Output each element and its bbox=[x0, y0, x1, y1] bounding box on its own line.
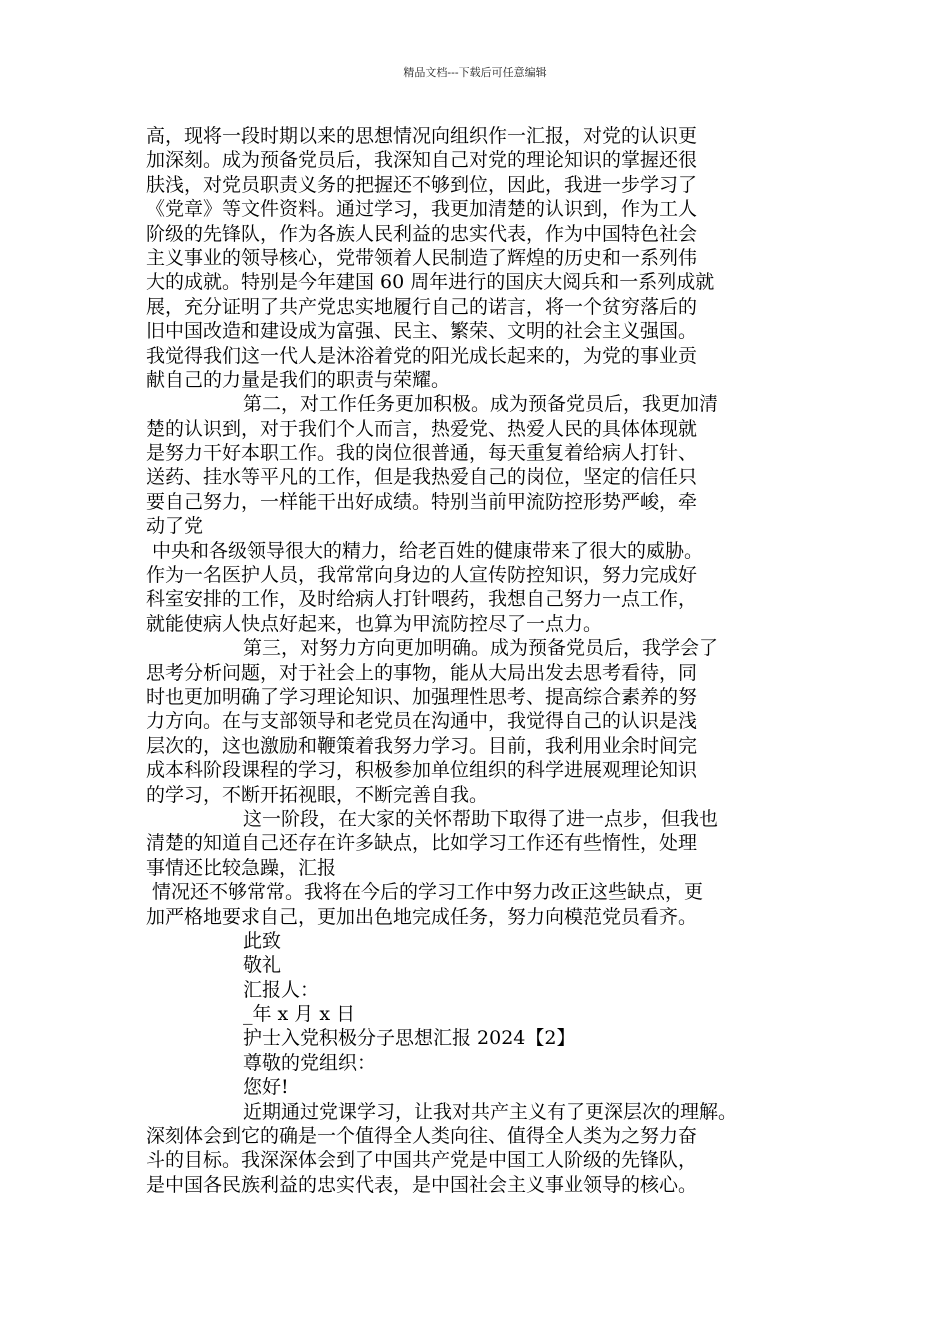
text-line: 《党章》等文件资料。通过学习，我更加清楚的认识到，作为工人 bbox=[146, 198, 698, 221]
text-line: 高，现将一段时期以来的思想情况向组织作一汇报，对党的认识更 bbox=[146, 125, 698, 147]
text-line: 中央和各级领导很大的精力，给老百姓的健康带来了很大的威胁。 bbox=[152, 539, 704, 562]
reporter-label: 汇报人： bbox=[243, 978, 320, 1001]
text-line: 送药、挂水等平凡的工作，但是我热爱自己的岗位，坚定的信任只 bbox=[146, 466, 698, 489]
text-line: 肤浅，对党员职责义务的把握还不够到位，因此，我进一步学习了 bbox=[146, 173, 698, 196]
page-header: 精品文档---下载后可任意编辑 bbox=[403, 66, 547, 79]
text-line: 楚的认识到，对于我们个人而言，热爱党、热爱人民的具体体现就 bbox=[146, 417, 698, 440]
text-line: 加深刻。成为预备党员后，我深知自己对党的理论知识的掌握还很 bbox=[146, 149, 698, 172]
text-line: 要自己努力，一样能干出好成绩。特别当前甲流防控形势严峻，牵 bbox=[146, 490, 698, 513]
text-line: 我觉得我们这一代人是沐浴着党的阳光成长起来的，为党的事业贡 bbox=[146, 344, 698, 367]
paragraph-start-line: 第二，对工作任务更加积极。成为预备党员后，我更加清 bbox=[243, 393, 719, 416]
paragraph-start-line: 第三，对努力方向更加明确。成为预备党员后，我学会了 bbox=[243, 637, 719, 660]
text-line: 时也更加明确了学习理论知识、加强理性思考、提高综合素养的努 bbox=[146, 685, 698, 708]
text-line: 事情还比较急躁，汇报 bbox=[146, 856, 337, 879]
greeting-line: 您好! bbox=[243, 1076, 289, 1099]
salutation-line: 敬礼 bbox=[243, 954, 282, 977]
text-line: 旧中国改造和建设成为富强、民主、繁荣、文明的社会主义强国。 bbox=[146, 320, 698, 343]
text-line: 成本科阶段课程的学习，积极参加单位组织的科学进展观理论知识 bbox=[146, 759, 698, 782]
text-line: 力方向。在与支部领导和老党员在沟通中，我觉得自己的认识是浅 bbox=[146, 710, 698, 733]
text-line: 深刻体会到它的确是一个值得全人类向往、值得全人类为之努力奋 bbox=[146, 1125, 698, 1148]
text-line: 献自己的力量是我们的职责与荣耀。 bbox=[146, 368, 451, 391]
text-line: 是中国各民族利益的忠实代表，是中国社会主义事业领导的核心。 bbox=[146, 1173, 698, 1196]
text-line: 斗的目标。我深深体会到了中国共产党是中国工人阶级的先锋队， bbox=[146, 1149, 698, 1172]
text-line: 展，充分证明了共产党忠实地履行自己的诺言，将一个贫穷落后的 bbox=[146, 295, 698, 318]
paragraph-start-line: 近期通过党课学习，让我对共产主义有了更深层次的理解。 bbox=[243, 1100, 738, 1123]
text-line: 层次的，这也激励和鞭策着我努力学习。目前，我利用业余时间完 bbox=[146, 734, 698, 757]
text-line: 大的成就。特别是今年建国 60 周年进行的国庆大阅兵和一系列成就 bbox=[146, 271, 715, 294]
text-line: 是努力干好本职工作。我的岗位很普通，每天重复着给病人打针、 bbox=[146, 442, 698, 465]
text-line: 的学习，不断开拓视眼，不断完善自我。 bbox=[146, 783, 489, 806]
closing-line: 此致 bbox=[243, 929, 282, 952]
paragraph-start-line: 这一阶段，在大家的关怀帮助下取得了进一点步，但我也 bbox=[243, 807, 719, 830]
text-line: 作为一名医护人员，我常常向身边的人宣传防控知识，努力完成好 bbox=[146, 564, 698, 587]
text-line: 情况还不够常常。我将在今后的学习工作中努力改正这些缺点，更 bbox=[152, 881, 704, 904]
document-body bbox=[146, 124, 816, 1197]
text-line: 动了党 bbox=[146, 515, 204, 538]
text-line: 科室安排的工作，及时给病人打针喂药，我想自己努力一点工作， bbox=[146, 588, 698, 611]
text-line: 阶级的先锋队，作为各族人民利益的忠实代表，作为中国特色社会 bbox=[146, 222, 698, 245]
date-line: _年 x 月 x 日 bbox=[243, 1003, 356, 1026]
section-title: 护士入党积极分子思想汇报 2024【2】 bbox=[243, 1027, 576, 1050]
greeting-line: 尊敬的党组织： bbox=[243, 1051, 377, 1074]
text-line: 清楚的知道自己还存在许多缺点，比如学习工作还有些惰性，处理 bbox=[146, 832, 698, 855]
text-line: 主义事业的领导核心，党带领着人民制造了辉煌的历史和一系列伟 bbox=[146, 246, 698, 269]
text-line: 就能使病人快点好起来，也算为甲流防控尽了一点力。 bbox=[146, 612, 603, 635]
text-line: 加严格地要求自己，更加出色地完成任务，努力向模范党员看齐。 bbox=[146, 905, 698, 928]
text-line: 思考分析问题，对于社会上的事物，能从大局出发去思考看待，同 bbox=[146, 661, 698, 684]
